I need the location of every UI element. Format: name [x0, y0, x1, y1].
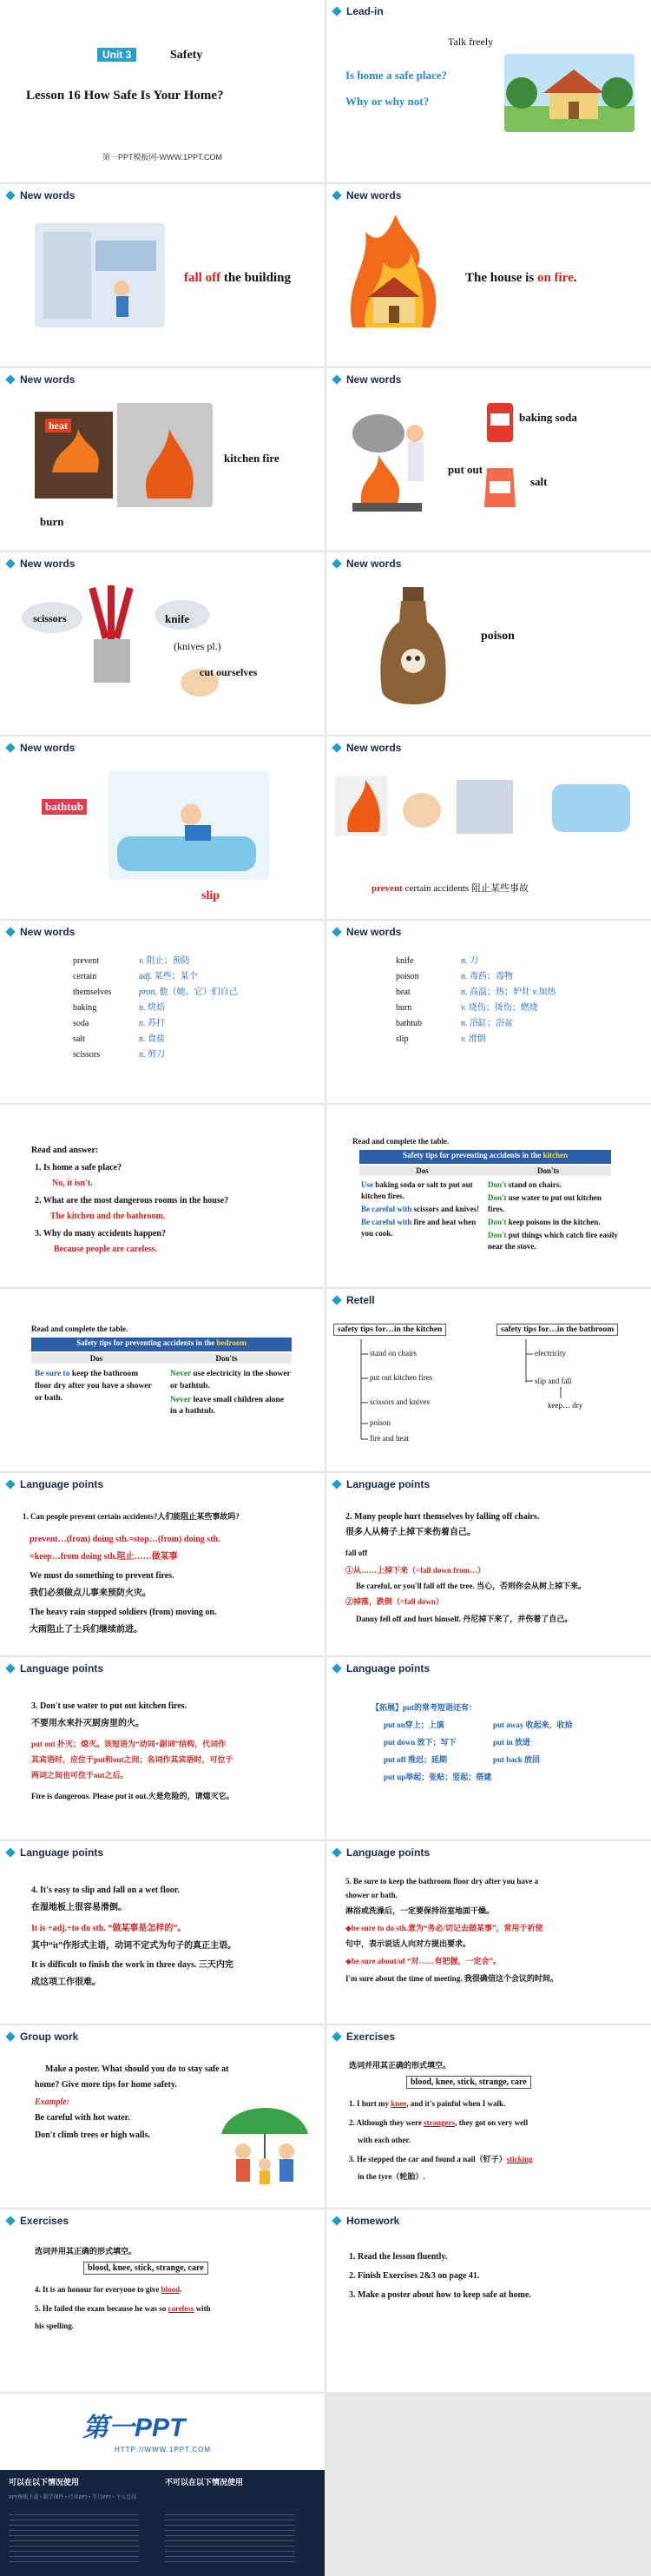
salt-image	[483, 464, 517, 512]
diamond-icon	[332, 2031, 341, 2041]
task-line: Make a poster. What should you do to stay safe at	[45, 2064, 229, 2074]
tip-item: Use baking soda or salt to put out kitchen fires.	[361, 1180, 473, 1201]
diamond-icon	[5, 1479, 15, 1489]
slide-scissors	[0, 552, 325, 735]
point-line: It is difficult to finish the work in three days. 三天内完	[31, 1960, 233, 1970]
point-line: shower or bath.	[345, 1891, 398, 1899]
put-phrase: put in 放进	[493, 1738, 531, 1747]
slide-language-points-3	[0, 1657, 325, 1840]
slide-header: New words	[333, 373, 401, 386]
slide-header: Homework	[333, 2215, 399, 2227]
slide-put-out	[326, 368, 651, 551]
point-line: I'm sure about the time of meeting. 我很确信这个会议的时间。	[345, 1974, 558, 1983]
slide-fall-off	[0, 184, 325, 367]
house-illustration	[504, 54, 635, 132]
word-entry: heat	[396, 987, 411, 997]
word-entry: slip	[396, 1034, 409, 1044]
task-line: home? Give more tips for home safety.	[35, 2080, 177, 2090]
slide-read-answer	[0, 1105, 325, 1287]
word-meaning: n. 食盐	[139, 1034, 165, 1044]
slide-homework	[326, 2209, 651, 2392]
diamond-icon	[332, 2216, 341, 2225]
slide-header: New words	[7, 373, 75, 386]
question-1: Is home a safe place?	[345, 69, 447, 82]
word-meaning: v. 滑倒	[461, 1034, 486, 1044]
point-line: Danny fell off and hurt himself. 丹尼掉下来了，并伤着了自己。	[356, 1615, 573, 1623]
word-entry: prevent	[73, 956, 99, 966]
homework-item: 1. Read the lesson fluently.	[349, 2252, 448, 2262]
phrase-line: fall off the building	[184, 271, 291, 285]
woman-fire-image	[344, 399, 444, 529]
slide-kitchen-table	[326, 1105, 651, 1287]
section-title: Read and answer:	[31, 1146, 99, 1155]
burning-house-image	[344, 215, 444, 332]
not-allowed-heading: 不可以在以下情况使用	[165, 2478, 244, 2487]
meaning-column	[461, 954, 556, 1047]
point-line: 其宾语时，应位于put和out之间；名词作其宾语时，可位于	[31, 1755, 233, 1764]
word-meaning: n. 浴缸；浴盆	[461, 1019, 513, 1028]
slide-word-list-1	[0, 921, 325, 1103]
donts-header: Don'ts	[485, 1166, 611, 1176]
instructions: 选词并用其正确的形式填空。	[349, 2061, 451, 2070]
answer-blank: knee	[391, 2099, 407, 2108]
kitchen-item: fire and heat	[370, 1434, 409, 1443]
dos-header: Dos	[359, 1166, 485, 1176]
point-line: The heavy rain stopped soldiers (from) moving on.	[30, 1608, 217, 1617]
word-meaning: pron. 他（她、它）们自己	[139, 987, 238, 997]
word-meaning: v. 阻止；预防	[139, 956, 190, 966]
slide-header: New words	[333, 742, 401, 754]
word-entry: knife	[396, 956, 414, 966]
slide-credits	[0, 2394, 325, 2576]
kitchen-item: scissors and knives	[370, 1397, 430, 1406]
diamond-icon	[332, 374, 341, 384]
slide-header: Language points	[7, 1478, 103, 1490]
baking-soda-image	[487, 403, 513, 442]
word-entry: bathtub	[396, 1019, 422, 1028]
word-meaning: n. 刀	[461, 956, 478, 966]
point-line: 3. Don't use water to put out kitchen fires.	[31, 1701, 187, 1711]
slide-header: New words	[7, 558, 75, 570]
slide-header: New words	[333, 558, 401, 570]
slide-language-points-1	[0, 1473, 325, 1655]
unit-topic: Safety	[170, 49, 203, 62]
tip-item: Be careful with scissors and knives!	[361, 1205, 480, 1214]
falling-person-image	[35, 223, 165, 327]
slide-header: New words	[333, 189, 401, 201]
word-meaning: n. 苏打	[139, 1019, 165, 1028]
point-line: 2. Many people hurt themselves by falling off chairs.	[345, 1512, 540, 1522]
tip-item: Never leave small children alone in a bathtub.	[170, 1395, 285, 1417]
answer: The kitchen and the bathroom.	[50, 1212, 166, 1221]
slide-header: Language points	[333, 1662, 430, 1674]
kitchen-item: poison	[370, 1418, 391, 1427]
diamond-icon	[332, 1295, 341, 1305]
question: 3. Why do many accidents happen?	[35, 1229, 166, 1238]
point-line: ◆be sure about/of “对……有把握，一定会”。	[345, 1957, 502, 1965]
lesson-title: Lesson 16 How Safe Is Your Home?	[26, 89, 224, 102]
example-label: Example:	[35, 2097, 69, 2107]
slide-header: Language points	[7, 1846, 103, 1859]
tip-item: Don't put things which catch fire easily near the stove.	[488, 1231, 618, 1252]
slide-exercises-2	[0, 2209, 325, 2392]
tip-item: Never use electricity in the shower or bathtub.	[170, 1370, 291, 1390]
slide-exercises-1	[326, 2025, 651, 2208]
tip-item: Don't use water to put out kitchen fires.	[488, 1193, 602, 1214]
answer-blank: strangers	[424, 2118, 456, 2127]
brand-logo: 第一PPT	[82, 2414, 186, 2442]
phrase-line: prevent certain accidents 阻止某些事故	[372, 883, 529, 894]
slide-header: Retell	[333, 1294, 375, 1306]
fine-print: PPT模板下载 • 教学课件 • 行业PPT • 节日PPT • 个人总结	[9, 2495, 137, 2500]
answer-blank: blood	[161, 2285, 181, 2294]
example-line: Be careful with hot water.	[35, 2113, 130, 2123]
homework-item: 2. Finish Exercises 2&3 on page 41.	[349, 2271, 480, 2281]
word-bathtub: bathtub	[42, 799, 87, 815]
point-line: ◆be sure to do sth.意为“务必/切记去做某事”，常用于祈使	[345, 1924, 543, 1932]
slide-header: Language points	[333, 1846, 430, 1859]
dos-column	[361, 1179, 483, 1241]
question: 2. What are the most dangerous rooms in the house?	[35, 1196, 229, 1205]
answer-blank: sticking	[506, 2155, 533, 2163]
put-phrase: put back 放回	[493, 1755, 541, 1764]
slide-heat	[0, 368, 325, 551]
meaning-column	[139, 954, 238, 1063]
brand-url: HTTP://WWW.1PPT.COM	[115, 2446, 211, 2454]
answer-blank: careless	[168, 2304, 194, 2313]
point-line: 【拓展】put的常考短语还有：	[372, 1703, 477, 1712]
slide-lead-in	[326, 0, 651, 182]
exercise-item: 2. Although they were strangers, they got on very well	[349, 2118, 529, 2127]
point-line: 5. Be sure to keep the bathroom floor dry after you have a	[345, 1877, 539, 1886]
diamond-icon	[332, 6, 341, 16]
word-burn: burn	[40, 515, 64, 528]
word-meaning: n. 高温；热；炉灶 v.加热	[461, 987, 556, 997]
word-entry: certain	[73, 972, 97, 981]
question-2: Why or why not?	[345, 95, 430, 108]
tip-item: Be careful with fire and heat when you cook.	[361, 1218, 477, 1238]
slide-language-points-4	[326, 1657, 651, 1840]
point-line: prevent…(from) doing sth.=stop…(from) doing sth.	[30, 1535, 220, 1544]
point-line: 1. Can people prevent certain accidents?人们能阻止某些事故吗?	[23, 1512, 240, 1521]
bathroom-item: slip and fall	[535, 1377, 572, 1385]
word-meaning: n. 毒药；毒物	[461, 972, 513, 981]
word-kitchen-fire: kitchen fire	[224, 452, 279, 465]
answer: No, it isn't.	[52, 1179, 93, 1188]
kitchen-item: stand on chairs	[370, 1349, 417, 1357]
slide-header: Language points	[7, 1662, 103, 1674]
word-entry: scissors	[73, 1050, 101, 1060]
word-put-out: put out	[448, 463, 483, 476]
word-entry: salt	[73, 1034, 85, 1044]
point-line: 淋浴或洗澡后，一定要保持浴室地面干燥。	[345, 1906, 495, 1915]
family-umbrella-image	[217, 2095, 312, 2190]
put-phrase: put down 放下；写下	[384, 1738, 457, 1747]
donts-header: Don'ts	[161, 1353, 292, 1364]
slide-bathtub	[0, 736, 325, 919]
diamond-icon	[5, 190, 15, 200]
poison-bottle-image	[377, 587, 450, 709]
word-knives-plural: (knives pl.)	[174, 640, 221, 652]
word-bank: blood, knee, stick, strange, care	[406, 2076, 531, 2089]
word-poison: poison	[481, 630, 515, 643]
put-phrase: put on穿上；上演	[384, 1721, 444, 1729]
word-salt: salt	[530, 475, 548, 488]
point-line: 不要用水来扑灭厨房里的火。	[31, 1719, 144, 1728]
diamond-icon	[5, 558, 15, 568]
word-entry: themselves	[73, 987, 112, 997]
point-line: 其中“it”作形式主语，动词不定式为句子的真正主语。	[31, 1941, 237, 1951]
word-meaning: n. 剪刀	[139, 1050, 165, 1060]
kitchen-item: put out kitchen fires	[370, 1373, 433, 1382]
put-phrase: put away 收起来，收拾	[493, 1721, 573, 1729]
homework-item: 3. Make a poster about how to keep safe at home.	[349, 2290, 531, 2300]
diamond-icon	[332, 927, 341, 936]
word-bank: blood, knee, stick, strange, care	[83, 2262, 208, 2275]
donts-column	[488, 1179, 618, 1254]
slide-header: Lead-in	[333, 5, 384, 17]
accidents-images	[335, 776, 639, 841]
tip-item: Be sure to keep the bathroom floor dry after you have a shower or bath.	[35, 1370, 152, 1403]
word-entry: baking	[73, 1003, 97, 1013]
point-line: put out 扑灭；熄灭。该短语为“动词+副词”结构，代词作	[31, 1740, 227, 1748]
question: 1. Is home a safe place?	[35, 1163, 122, 1172]
slide-header: Language points	[333, 1478, 430, 1490]
exercise-item: 3. He stepped the car and found a nail（钉子）sticking	[349, 2155, 533, 2163]
diamond-icon	[5, 2031, 15, 2041]
diamond-icon	[332, 190, 341, 200]
diamond-icon	[5, 1847, 15, 1857]
word-column	[73, 954, 111, 1063]
diamond-icon	[332, 1847, 341, 1857]
point-line: Be careful, or you'll fall off the tree. 当心，否则你会从树上掉下来。	[356, 1582, 586, 1590]
point-line: ①从……上掉下来（=fall down from…）	[345, 1566, 485, 1575]
tip-item: Don't stand on chairs.	[488, 1180, 562, 1189]
point-line: ②掉落，跌倒（=fall down）	[345, 1597, 444, 1606]
example-line: Don't climb trees or high walls.	[35, 2130, 150, 2140]
slide-header: Exercises	[333, 2031, 395, 2043]
exercise-item: 4. It is an honour for everyone to give blood.	[35, 2285, 182, 2294]
word-slip: slip	[201, 889, 220, 902]
point-line: fall off	[345, 1549, 368, 1557]
section-title: Read and complete the table.	[352, 1137, 450, 1146]
diamond-icon	[332, 1663, 341, 1673]
point-line: 在湿地板上很容易滑倒。	[31, 1903, 127, 1912]
slide-language-points-2	[326, 1473, 651, 1655]
diamond-icon	[5, 374, 15, 384]
slide-poison	[326, 552, 651, 735]
point-line: It is +adj.+to do sth. “做某事是怎样的”。	[31, 1924, 187, 1933]
diamond-icon	[332, 1479, 341, 1489]
exercise-item: with each other.	[358, 2136, 411, 2144]
word-column	[396, 954, 422, 1047]
slide-on-fire	[326, 184, 651, 367]
footer-text: 第一PPT模板网-WWW.1PPT.COM	[102, 153, 222, 162]
table-caption: Safety tips for preventing accidents in the bedroom	[31, 1338, 292, 1351]
exercise-item: 1. I hurt my knee, and it's painful when I walk.	[349, 2099, 506, 2108]
exercise-item: his spelling.	[35, 2322, 75, 2330]
link-list-right	[165, 2510, 295, 2562]
answer: Because people are careless.	[54, 1245, 158, 1254]
dos-header: Dos	[31, 1353, 161, 1364]
word-meaning: v. 烧伤；烫伤；燃烧	[461, 1003, 538, 1013]
slide-header: Group work	[7, 2031, 78, 2043]
word-entry: burn	[396, 1003, 412, 1013]
point-line: 我们必须做点儿事来预防火灾。	[30, 1589, 151, 1598]
point-line: Fire is dangerous. Please put it out.火是危险的，请熄灭它。	[31, 1792, 234, 1800]
section-title: Read and complete the table.	[31, 1324, 128, 1333]
point-line: 很多人从椅子上掉下来伤着自己。	[345, 1528, 476, 1537]
kitchen-box: safety tips for…in the kitchen	[333, 1324, 446, 1336]
bathroom-item: electricity	[535, 1349, 566, 1357]
slide-group-work	[0, 2025, 325, 2208]
point-line: 大雨阻止了士兵们继续前进。	[30, 1625, 142, 1635]
slipping-child-image	[108, 771, 269, 880]
slide-header: New words	[7, 742, 75, 754]
diamond-icon	[5, 927, 15, 936]
slide-language-points-5	[0, 1841, 325, 2024]
exercise-item: 5. He failed the exam because he was so careless with	[35, 2304, 211, 2313]
word-meaning: n. 烘焙	[139, 1003, 165, 1013]
slide-language-points-6	[326, 1841, 651, 2024]
diamond-icon	[332, 558, 341, 568]
slide-header: New words	[333, 926, 401, 938]
bathroom-box: safety tips for…in the bathroom	[496, 1324, 618, 1336]
point-line: 两词之间也可位于out之后。	[31, 1771, 128, 1780]
word-scissors: scissors	[33, 612, 67, 624]
word-cut-ourselves: cut ourselves	[200, 666, 258, 678]
point-line: We must do something to prevent fires.	[30, 1571, 174, 1581]
diamond-icon	[5, 2216, 15, 2225]
point-line: 句中，表示说话人向对方提出要求。	[345, 1939, 471, 1948]
link-list-left	[9, 2510, 139, 2562]
diamond-icon	[5, 1663, 15, 1673]
point-line: =keep…from doing sth.阻止……做某事	[30, 1552, 178, 1562]
phrase-line: The house is on fire.	[465, 271, 577, 285]
put-phrase: put up举起；张贴；竖起；搭建	[384, 1773, 492, 1781]
slide-word-list-2	[326, 921, 651, 1103]
slide-header: New words	[7, 926, 75, 938]
dos-column	[35, 1369, 156, 1406]
word-baking-soda: baking soda	[519, 411, 577, 424]
word-entry: soda	[73, 1019, 89, 1028]
diamond-icon	[332, 743, 341, 752]
slide-bathroom-table	[0, 1289, 325, 1471]
slide-prevent	[326, 736, 651, 919]
instructions: 选词并用其正确的形式填空。	[35, 2247, 137, 2256]
table-caption: Safety tips for preventing accidents in the kitchen	[359, 1150, 611, 1164]
slide-retell	[326, 1289, 651, 1471]
put-phrase: put off 推迟；延期	[384, 1755, 448, 1764]
word-knife: knife	[165, 612, 190, 625]
word-heat: heat	[45, 419, 71, 433]
slide-header: Exercises	[7, 2215, 69, 2227]
tip-item: Don't keep poisons in the kitchen.	[488, 1218, 601, 1227]
credits-footer	[0, 2470, 325, 2576]
exercise-item: in the tyre（轮胎）.	[358, 2172, 425, 2181]
word-entry: poison	[396, 972, 419, 981]
word-meaning: adj. 某些；某个	[139, 972, 198, 981]
unit-badge: Unit 3	[97, 48, 136, 62]
diamond-icon	[5, 743, 15, 752]
slide-header: New words	[7, 189, 75, 201]
allowed-heading: 可以在以下情况使用	[9, 2478, 80, 2487]
bathroom-item: keep… dry	[548, 1401, 583, 1410]
point-line: 成这项工作很难。	[31, 1978, 101, 1987]
slide-title	[0, 0, 325, 182]
talk-label: Talk freely	[448, 36, 494, 48]
donts-column	[170, 1369, 292, 1420]
point-line: 4. It's easy to slip and fall on a wet floor.	[31, 1886, 180, 1895]
